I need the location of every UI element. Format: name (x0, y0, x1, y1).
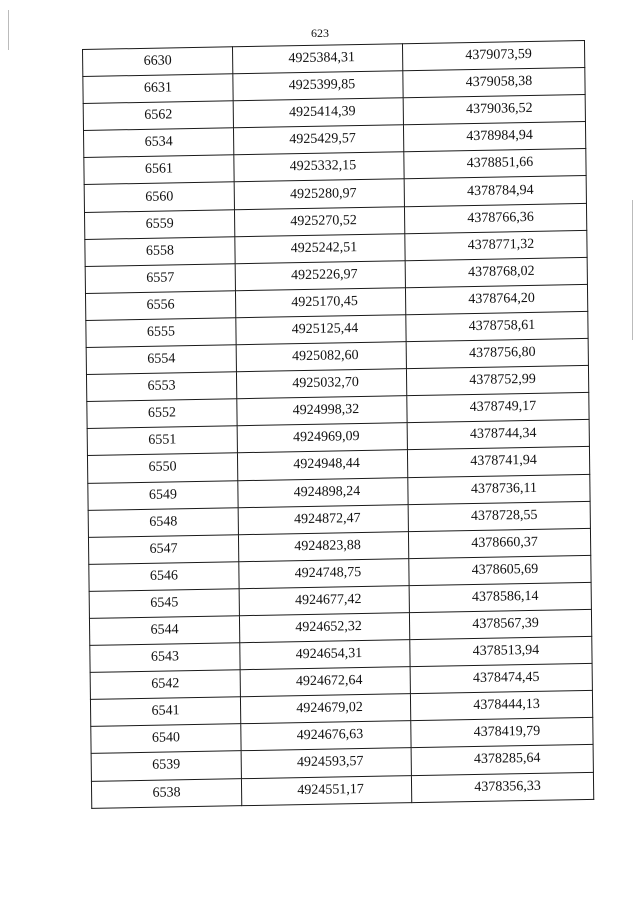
x-coordinate-cell: 4924898,24 (238, 477, 408, 507)
point-number-cell: 6559 (84, 209, 234, 239)
x-coordinate-cell: 4924823,88 (238, 531, 408, 561)
y-coordinate-cell: 4378741,94 (407, 447, 589, 477)
point-number-cell: 6540 (91, 724, 241, 754)
point-number-cell: 6546 (89, 562, 239, 592)
coordinates-table-body (83, 40, 594, 808)
x-coordinate-cell: 4925242,51 (235, 233, 405, 263)
x-coordinate-cell: 4924654,31 (240, 640, 410, 670)
point-number-cell: 6557 (85, 264, 235, 294)
point-number-cell: 6547 (88, 534, 238, 564)
point-number-cell: 6554 (86, 345, 236, 375)
y-coordinate-cell: 4378660,37 (408, 528, 590, 558)
x-coordinate-cell: 4925125,44 (236, 315, 406, 345)
point-number-cell: 6541 (90, 697, 240, 727)
y-coordinate-cell: 4378474,45 (410, 664, 592, 694)
x-coordinate-cell: 4925332,15 (234, 152, 404, 182)
point-number-cell: 6543 (90, 643, 240, 673)
x-coordinate-cell: 4924676,63 (241, 721, 411, 751)
y-coordinate-cell: 4378356,33 (411, 772, 593, 802)
point-number-cell: 6545 (89, 589, 239, 619)
x-coordinate-cell: 4924969,09 (237, 423, 407, 453)
x-coordinate-cell: 4925280,97 (234, 179, 404, 209)
y-coordinate-cell: 4378756,80 (406, 338, 588, 368)
scan-edge-mark (632, 200, 633, 340)
y-coordinate-cell: 4378567,39 (409, 609, 591, 639)
x-coordinate-cell: 4925170,45 (235, 288, 405, 318)
y-coordinate-cell: 4378771,32 (405, 230, 587, 260)
point-number-cell: 6561 (84, 155, 234, 185)
point-number-cell: 6548 (88, 507, 238, 537)
x-coordinate-cell: 4924948,44 (237, 450, 407, 480)
y-coordinate-cell: 4379036,52 (403, 95, 585, 125)
point-number-cell: 6551 (87, 426, 237, 456)
y-coordinate-cell: 4378736,11 (408, 474, 590, 504)
point-number-cell: 6552 (87, 399, 237, 429)
x-coordinate-cell: 4925032,70 (236, 369, 406, 399)
y-coordinate-cell: 4378285,64 (411, 745, 593, 775)
point-number-cell: 6538 (91, 778, 241, 808)
y-coordinate-cell: 4378766,36 (404, 203, 586, 233)
y-coordinate-cell: 4379058,38 (403, 68, 585, 98)
x-coordinate-cell: 4924593,57 (241, 748, 411, 778)
coordinates-table (82, 40, 594, 809)
y-coordinate-cell: 4378784,94 (404, 176, 586, 206)
y-coordinate-cell: 4378728,55 (408, 501, 590, 531)
y-coordinate-cell: 4378586,14 (409, 582, 591, 612)
x-coordinate-cell: 4925414,39 (233, 98, 403, 128)
x-coordinate-cell: 4925384,31 (232, 44, 402, 74)
point-number-cell: 6630 (83, 47, 233, 77)
x-coordinate-cell: 4924672,64 (240, 667, 410, 697)
point-number-cell: 6562 (83, 101, 233, 131)
point-number-cell: 6544 (89, 616, 239, 646)
x-coordinate-cell: 4924748,75 (239, 558, 409, 588)
x-coordinate-cell: 4925226,97 (235, 260, 405, 290)
y-coordinate-cell: 4378444,13 (410, 691, 592, 721)
y-coordinate-cell: 4378768,02 (405, 257, 587, 287)
y-coordinate-cell: 4378605,69 (409, 555, 591, 585)
point-number-cell: 6549 (88, 480, 238, 510)
x-coordinate-cell: 4924679,02 (240, 694, 410, 724)
y-coordinate-cell: 4378419,79 (411, 718, 593, 748)
y-coordinate-cell: 4378744,34 (407, 420, 589, 450)
y-coordinate-cell: 4378764,20 (405, 284, 587, 314)
point-number-cell: 6539 (91, 751, 241, 781)
point-number-cell: 6558 (85, 236, 235, 266)
x-coordinate-cell: 4925429,57 (233, 125, 403, 155)
y-coordinate-cell: 4378984,94 (403, 122, 585, 152)
x-coordinate-cell: 4924677,42 (239, 586, 409, 616)
page-number: 623 (311, 26, 329, 40)
x-coordinate-cell: 4925399,85 (233, 71, 403, 101)
point-number-cell: 6553 (86, 372, 236, 402)
point-number-cell: 6631 (83, 74, 233, 104)
point-number-cell: 6550 (87, 453, 237, 483)
x-coordinate-cell: 4924872,47 (238, 504, 408, 534)
point-number-cell: 6542 (90, 670, 240, 700)
scan-edge-mark (8, 10, 9, 50)
x-coordinate-cell: 4925082,60 (236, 342, 406, 372)
point-number-cell: 6560 (84, 182, 234, 212)
y-coordinate-cell: 4378851,66 (404, 149, 586, 179)
x-coordinate-cell: 4924652,32 (239, 613, 409, 643)
x-coordinate-cell: 4924551,17 (241, 775, 411, 805)
point-number-cell: 6534 (83, 128, 233, 158)
y-coordinate-cell: 4378513,94 (410, 636, 592, 666)
x-coordinate-cell: 4924998,32 (237, 396, 407, 426)
point-number-cell: 6555 (86, 318, 236, 348)
coordinates-table-wrapper (82, 40, 594, 809)
y-coordinate-cell: 4378752,99 (406, 366, 588, 396)
point-number-cell: 6556 (85, 291, 235, 321)
x-coordinate-cell: 4925270,52 (234, 206, 404, 236)
y-coordinate-cell: 4378749,17 (407, 393, 589, 423)
y-coordinate-cell: 4378758,61 (406, 311, 588, 341)
y-coordinate-cell: 4379073,59 (402, 40, 584, 70)
